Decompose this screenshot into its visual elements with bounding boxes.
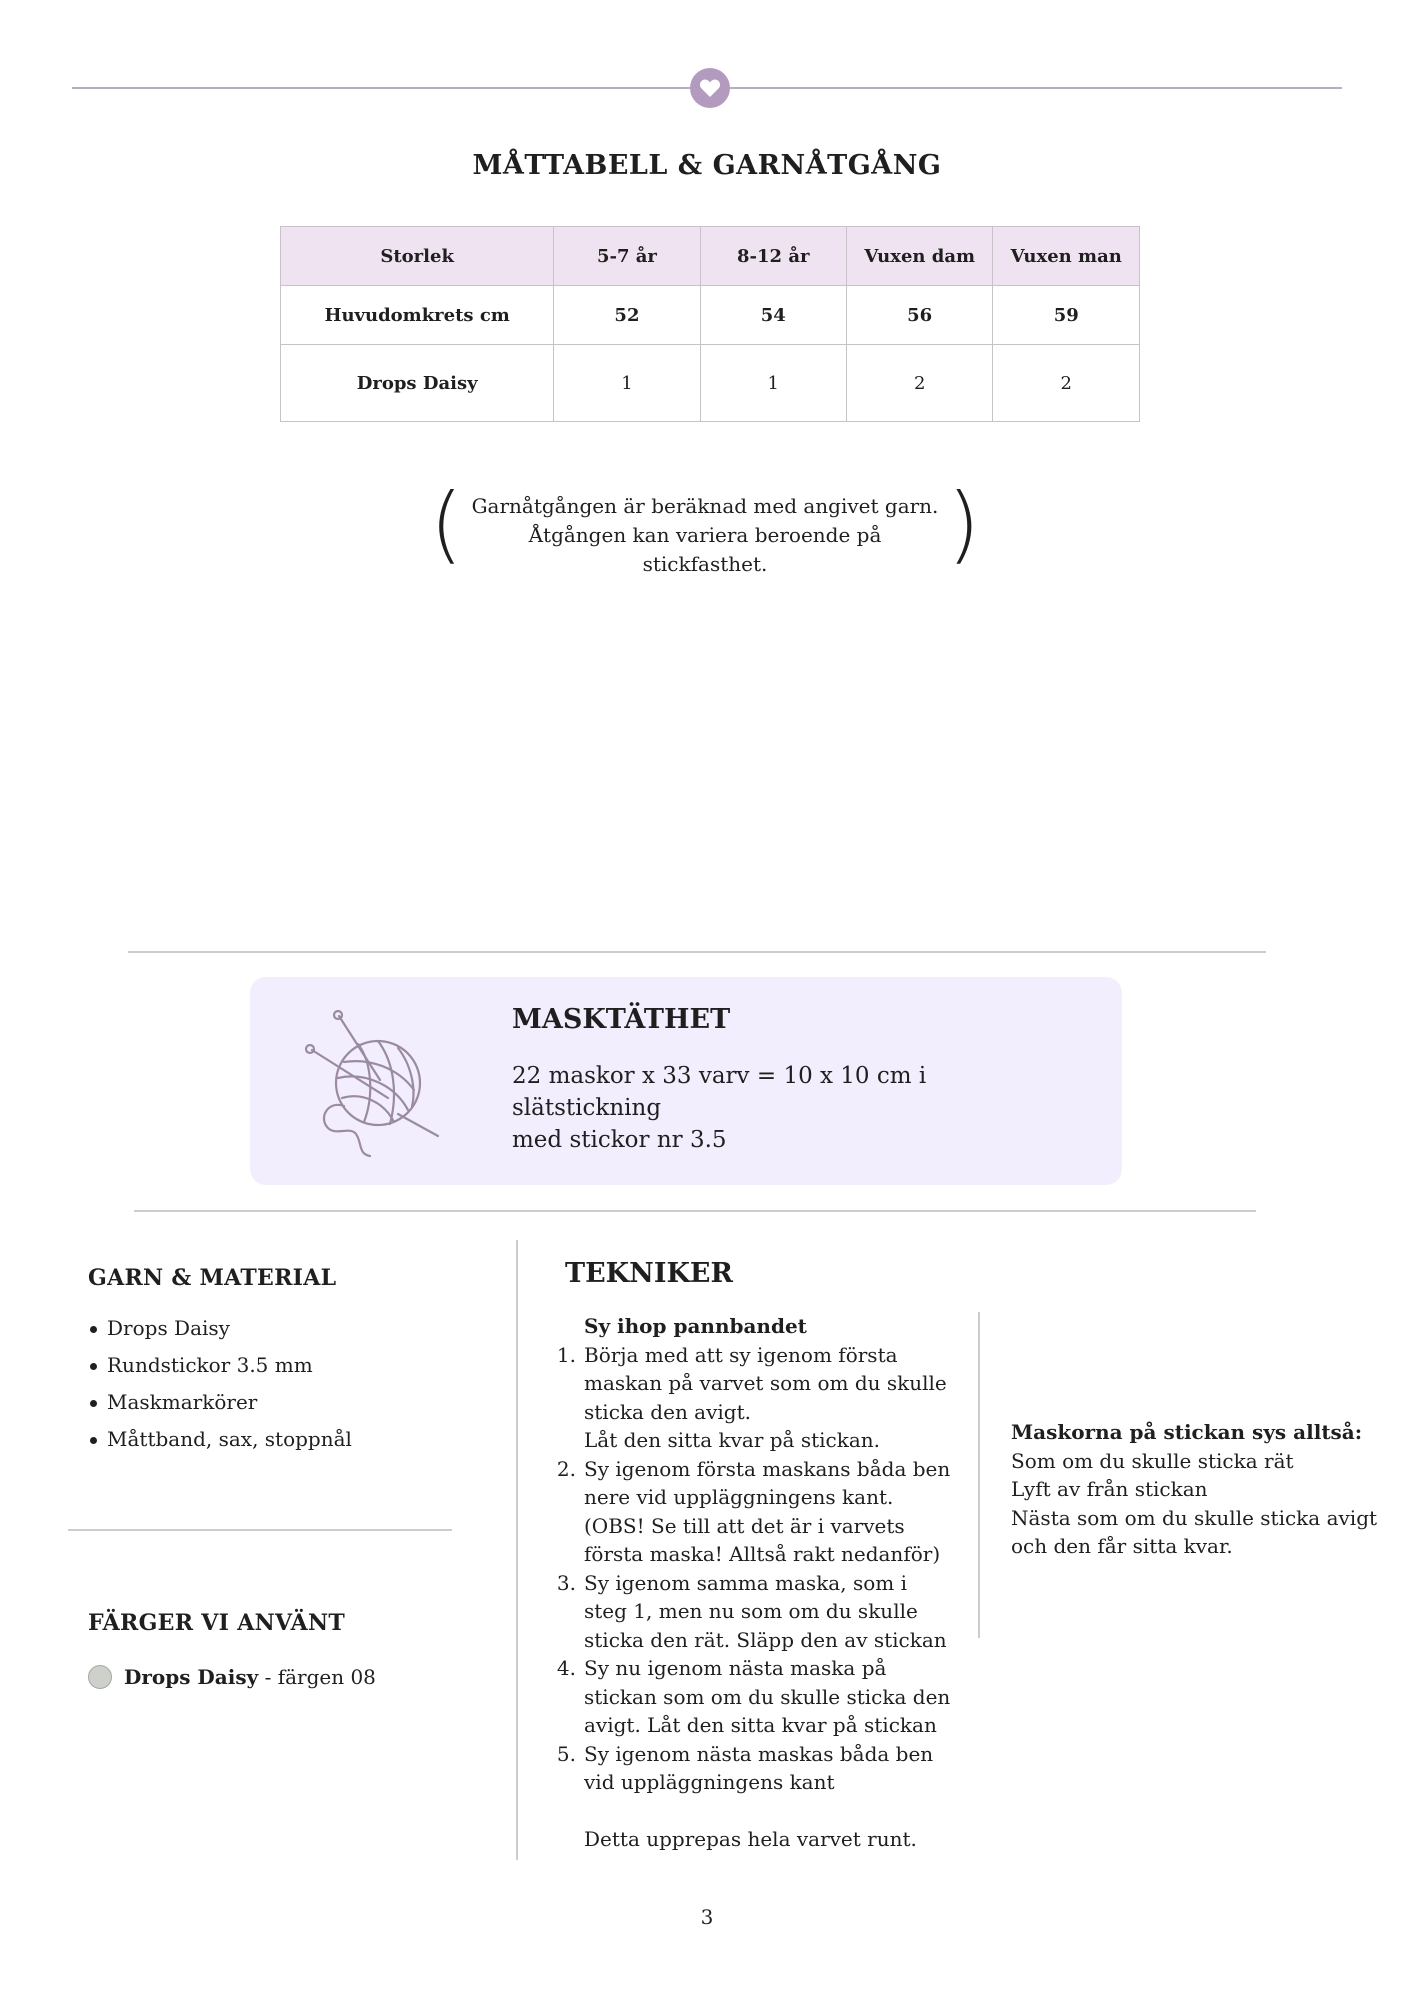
yarn-note [430, 475, 980, 576]
step-text: Sy igenom första maskans båda ben nere vid uppläggningens kant. (OBS! Se till att det är i varvets första maska! Alltså rakt nedanför) [584, 1456, 951, 1566]
techniques-subtitle: Sy ihop pannbandet [584, 1314, 807, 1338]
list-item: Rundstickor 3.5 mm [88, 1347, 352, 1384]
list-item [554, 1654, 954, 1740]
materials-list [88, 1310, 352, 1458]
step-number: 2. [556, 1456, 576, 1481]
techniques-steps [554, 1341, 954, 1797]
column-header: Vuxen man [993, 227, 1140, 286]
table-cell: 56 [846, 286, 993, 345]
column-header: Storlek [281, 227, 554, 286]
techniques-closing: Detta upprepas hela varvet runt. [584, 1826, 917, 1851]
yarn-note-line: Garnåtgången är beräknad med angivet garn. [471, 494, 939, 518]
step-number: 3. [556, 1570, 576, 1595]
table-cell: 2 [846, 345, 993, 422]
divider [134, 1210, 1256, 1212]
gauge-line: 22 maskor x 33 varv = 10 x 10 cm i slätstickning [512, 1063, 927, 1121]
column-divider [516, 1240, 518, 1860]
side-note-line: Som om du skulle sticka rät [1011, 1448, 1294, 1473]
techniques-content [554, 1312, 954, 1853]
row-label: Drops Daisy [281, 345, 554, 422]
gauge-line: med stickor nr 3.5 [512, 1127, 727, 1153]
step-text: Sy nu igenom nästa maska på stickan som om du skulle sticka den avigt. Låt den sitta kvar på stickan [584, 1656, 951, 1737]
materials-title: GARN & MATERIAL [88, 1265, 337, 1291]
table-cell: 54 [700, 286, 846, 345]
color-yarn-name: Drops Daisy [124, 1665, 259, 1689]
color-swatch [88, 1665, 112, 1689]
list-item [554, 1740, 954, 1797]
side-note-line: Lyft av från stickan [1011, 1477, 1208, 1501]
step-text: Sy igenom nästa maskas båda ben vid uppläggningens kant [584, 1741, 934, 1794]
step-number: 5. [556, 1741, 576, 1766]
list-item: Drops Daisy [88, 1310, 352, 1347]
list-item [554, 1455, 954, 1569]
table-header-row [281, 227, 1140, 286]
color-item [88, 1665, 376, 1689]
color-number: - färgen 08 [258, 1665, 376, 1689]
divider [68, 1529, 452, 1531]
column-divider [978, 1312, 980, 1638]
side-note [1011, 1418, 1391, 1561]
step-number: 1. [556, 1342, 576, 1367]
column-header: 5-7 år [554, 227, 700, 286]
size-table [280, 226, 1140, 422]
list-item [554, 1341, 954, 1427]
step-number: 4. [556, 1656, 576, 1680]
table-cell: 59 [993, 286, 1140, 345]
list-item: Måttband, sax, stoppnål [88, 1421, 352, 1458]
left-parenthesis: ( [430, 475, 463, 573]
list-item [554, 1569, 954, 1655]
list-item [554, 1426, 954, 1455]
colors-title: FÄRGER VI ANVÄNT [88, 1610, 346, 1636]
page-number: 3 [700, 1905, 714, 1929]
step-text: Sy igenom samma maska, som i steg 1, men nu som om du skulle sticka den rät. Släpp den av stickan [584, 1570, 947, 1652]
table-cell: 1 [700, 345, 846, 422]
table-row [281, 286, 1140, 345]
yarn-ball-icon [298, 1010, 448, 1164]
table-cell: 52 [554, 286, 700, 345]
step-text: Börja med att sy igenom första maskan på varvet som om du skulle sticka den avigt. [584, 1342, 947, 1424]
divider [128, 951, 1266, 953]
side-note-line: Nästa som om du skulle sticka avigt och den får sitta kvar. [1011, 1505, 1378, 1558]
table-cell: 2 [993, 345, 1140, 422]
table-cell: 1 [554, 345, 700, 422]
list-item: Maskmarkörer [88, 1384, 352, 1421]
row-label: Huvudomkrets cm [281, 286, 554, 345]
column-header: Vuxen dam [846, 227, 993, 286]
gauge-text [512, 1060, 1052, 1156]
size-table-title: MÅTTABELL & GARNÅTGÅNG [472, 150, 942, 181]
side-note-title: Maskorna på stickan sys alltså: [1011, 1420, 1363, 1444]
gauge-title: MASKTÄTHET [512, 1004, 731, 1035]
column-header: 8-12 år [700, 227, 846, 286]
table-row [281, 345, 1140, 422]
right-parenthesis: ) [947, 475, 980, 573]
yarn-note-text [470, 492, 940, 579]
step-text: Låt den sitta kvar på stickan. [584, 1428, 881, 1452]
heart-icon [690, 68, 730, 108]
yarn-note-line: Åtgången kan variera beroende på stickfasthet. [528, 523, 882, 576]
techniques-title: TEKNIKER [565, 1258, 733, 1289]
